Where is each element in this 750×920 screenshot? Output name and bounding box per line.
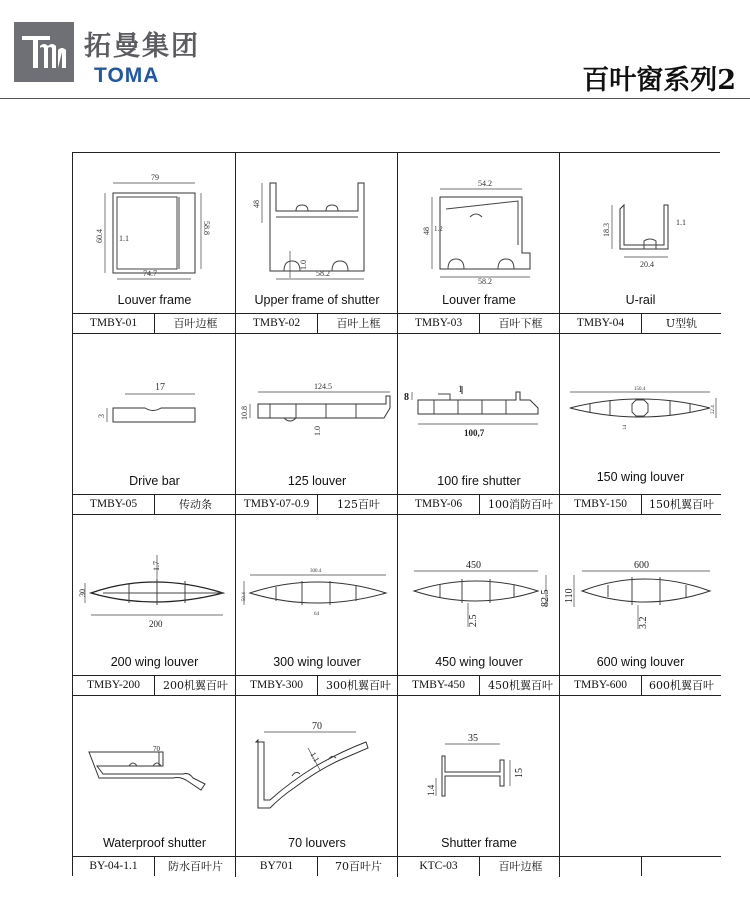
profile-drawing bbox=[398, 696, 561, 831]
product-cell bbox=[73, 153, 236, 334]
product-name-cn: 百叶边框 bbox=[498, 860, 543, 873]
dim-label: 124.5 bbox=[314, 382, 332, 391]
dim-label: 70 bbox=[312, 721, 322, 732]
dim-label: 14 bbox=[623, 425, 628, 430]
code-strip bbox=[73, 856, 236, 876]
profile-drawing bbox=[236, 153, 399, 288]
profile-drawing bbox=[73, 153, 236, 288]
page-title: 百叶窗系列2 bbox=[582, 65, 736, 96]
product-cell bbox=[73, 515, 236, 696]
profile-name: Waterproof shutter bbox=[102, 836, 207, 850]
profile-name: 450 wing louver bbox=[435, 655, 523, 669]
dim-label: 300.4 bbox=[310, 569, 322, 574]
profile-drawing bbox=[398, 515, 561, 650]
dim-label: 82.5 bbox=[540, 589, 551, 607]
product-cell bbox=[398, 515, 560, 696]
dim-label: 2.5 bbox=[468, 614, 479, 627]
product-code: TMBY-450 bbox=[398, 676, 480, 695]
product-cell bbox=[398, 334, 560, 515]
product-code: TMBY-02 bbox=[236, 314, 318, 333]
profile-name: 300 wing louver bbox=[273, 655, 361, 669]
code-strip bbox=[236, 494, 398, 514]
product-code: TMBY-04 bbox=[560, 314, 642, 333]
product-name-cn: 600机翼百叶 bbox=[649, 679, 714, 692]
dim-label: 64 bbox=[314, 612, 319, 617]
dim-label: 1.1 bbox=[308, 750, 322, 764]
dim-label: 100,7 bbox=[464, 428, 485, 438]
product-code: TMBY-200 bbox=[73, 676, 155, 695]
dim-label: 79 bbox=[151, 173, 159, 182]
profile-name: Shutter frame bbox=[441, 836, 517, 850]
product-cell bbox=[398, 696, 560, 877]
code-strip bbox=[73, 494, 236, 514]
product-name-cn bbox=[642, 857, 721, 876]
product-name-cn: 450机翼百叶 bbox=[488, 679, 553, 692]
profile-name: 150 wing louver bbox=[596, 470, 685, 484]
product-cell bbox=[560, 153, 721, 334]
dim-label: 60.4 bbox=[95, 229, 104, 243]
profile-name: 100 fire shutter bbox=[437, 474, 521, 488]
product-code: TMBY-600 bbox=[560, 676, 642, 695]
product-name-cn: 传动条 bbox=[179, 498, 212, 511]
product-cell bbox=[560, 334, 721, 515]
product-name-cn: 100消防百叶 bbox=[488, 498, 553, 511]
product-name-cn: U型轨 bbox=[665, 317, 698, 330]
product-cell bbox=[236, 515, 398, 696]
dim-label: 150.4 bbox=[634, 387, 646, 392]
dim-label: 54.2 bbox=[478, 179, 492, 188]
dim-label: 1.0 bbox=[313, 426, 322, 436]
dim-label: 8 bbox=[404, 392, 409, 403]
profile-name: Upper frame of shutter bbox=[254, 293, 380, 307]
product-name-cn: 70百叶片 bbox=[335, 860, 382, 873]
dim-label: 1.2 bbox=[434, 225, 443, 233]
code-strip bbox=[236, 313, 398, 333]
product-cell bbox=[236, 153, 398, 334]
profile-drawing bbox=[398, 334, 561, 469]
dim-label: 17 bbox=[155, 382, 165, 393]
code-strip bbox=[560, 313, 721, 333]
dim-label: 20.4 bbox=[640, 260, 654, 269]
profile-drawing bbox=[560, 153, 723, 288]
product-name-cn: 防水百叶片 bbox=[168, 860, 223, 873]
profile-drawing bbox=[560, 515, 723, 650]
product-name-cn: 百叶上框 bbox=[336, 317, 381, 330]
dim-label: 600 bbox=[634, 560, 649, 571]
product-code: TMBY-07-0.9 bbox=[236, 495, 318, 514]
profile-drawing bbox=[236, 696, 399, 831]
profile-catalog-table bbox=[72, 152, 720, 876]
dim-label: 1.0 bbox=[299, 260, 308, 270]
dim-label: 200 bbox=[149, 619, 163, 629]
dim-label: 1.7 bbox=[152, 561, 161, 571]
profile-drawing bbox=[236, 515, 399, 650]
code-strip bbox=[73, 313, 236, 333]
profile-drawing bbox=[236, 334, 399, 469]
dim-label: 48 bbox=[252, 200, 261, 208]
dim-label: 10.8 bbox=[240, 406, 249, 420]
code-strip bbox=[236, 856, 398, 876]
product-cell bbox=[73, 696, 236, 877]
dim-label: 15 bbox=[514, 768, 525, 778]
company-name-cn: 拓曼集团 bbox=[84, 31, 200, 62]
product-name-cn: 百叶下框 bbox=[498, 317, 543, 330]
header-divider bbox=[0, 98, 750, 99]
dim-label: 58.2 bbox=[316, 269, 330, 278]
product-code: TMBY-05 bbox=[73, 495, 155, 514]
code-strip bbox=[560, 675, 721, 695]
dim-label: 35 bbox=[468, 733, 478, 744]
product-code: BY-04-1.1 bbox=[73, 857, 155, 876]
dim-label: 18.3 bbox=[602, 223, 611, 237]
product-cell bbox=[236, 696, 398, 877]
code-strip bbox=[398, 675, 560, 695]
code-strip bbox=[236, 675, 398, 695]
product-code: TMBY-06 bbox=[398, 495, 480, 514]
dim-label: 3 bbox=[97, 414, 106, 418]
product-code: KTC-03 bbox=[398, 857, 480, 876]
product-code: TMBY-300 bbox=[236, 676, 318, 695]
product-code: TMBY-01 bbox=[73, 314, 155, 333]
profile-name: 200 wing louver bbox=[110, 655, 199, 669]
code-strip bbox=[560, 856, 721, 876]
code-strip bbox=[398, 313, 560, 333]
product-code bbox=[560, 857, 642, 876]
profile-drawing bbox=[73, 515, 236, 650]
empty-cell bbox=[560, 696, 721, 877]
dim-label: 1.1 bbox=[119, 234, 129, 243]
dim-label: 110 bbox=[564, 588, 575, 603]
product-code: TMBY-03 bbox=[398, 314, 480, 333]
dim-label: 450 bbox=[466, 560, 481, 571]
product-cell bbox=[560, 515, 721, 696]
dim-label: 50.4 bbox=[242, 592, 247, 601]
product-name-cn: 200机翼百叶 bbox=[163, 679, 228, 692]
profile-name: Drive bar bbox=[129, 474, 180, 488]
profile-drawing bbox=[398, 153, 561, 288]
dim-label: 3.2 bbox=[638, 616, 649, 629]
code-strip bbox=[398, 856, 560, 876]
product-name-cn: 150机翼百叶 bbox=[649, 498, 714, 511]
profile-drawing bbox=[560, 334, 723, 469]
dim-label: 74.7 bbox=[143, 269, 157, 278]
dim-label: 30 bbox=[78, 589, 87, 597]
product-name-cn: 300机翼百叶 bbox=[326, 679, 391, 692]
dim-label: 58.2 bbox=[478, 277, 492, 286]
profile-name: Louver frame bbox=[117, 293, 192, 307]
code-strip bbox=[560, 494, 721, 514]
profile-name: U-rail bbox=[625, 293, 656, 307]
profile-drawing bbox=[73, 696, 236, 831]
product-name-cn: 百叶边框 bbox=[173, 317, 218, 330]
profile-name: Louver frame bbox=[442, 293, 516, 307]
code-strip bbox=[73, 675, 236, 695]
profile-name: 125 louver bbox=[287, 474, 347, 488]
profile-name: 70 louvers bbox=[288, 836, 346, 850]
dim-label: 22.4 bbox=[711, 405, 716, 414]
company-name-en: TOMA bbox=[94, 64, 160, 87]
dim-label: 58.8 bbox=[202, 221, 211, 235]
code-strip bbox=[398, 494, 560, 514]
profile-name: 600 wing louver bbox=[596, 655, 685, 669]
profile-drawing bbox=[73, 334, 236, 469]
product-cell bbox=[73, 334, 236, 515]
dim-label: 48 bbox=[422, 227, 431, 235]
product-cell bbox=[398, 153, 560, 334]
dim-label: 1.1 bbox=[676, 218, 686, 227]
dim-label: 70 bbox=[153, 745, 160, 753]
product-code: BY701 bbox=[236, 857, 318, 876]
product-cell bbox=[236, 334, 398, 515]
toma-logo-icon bbox=[14, 22, 74, 82]
product-name-cn: 125百叶 bbox=[337, 498, 380, 511]
dim-label: 1 bbox=[458, 384, 463, 394]
product-code: TMBY-150 bbox=[560, 495, 642, 514]
dim-label: 1.4 bbox=[426, 784, 436, 796]
